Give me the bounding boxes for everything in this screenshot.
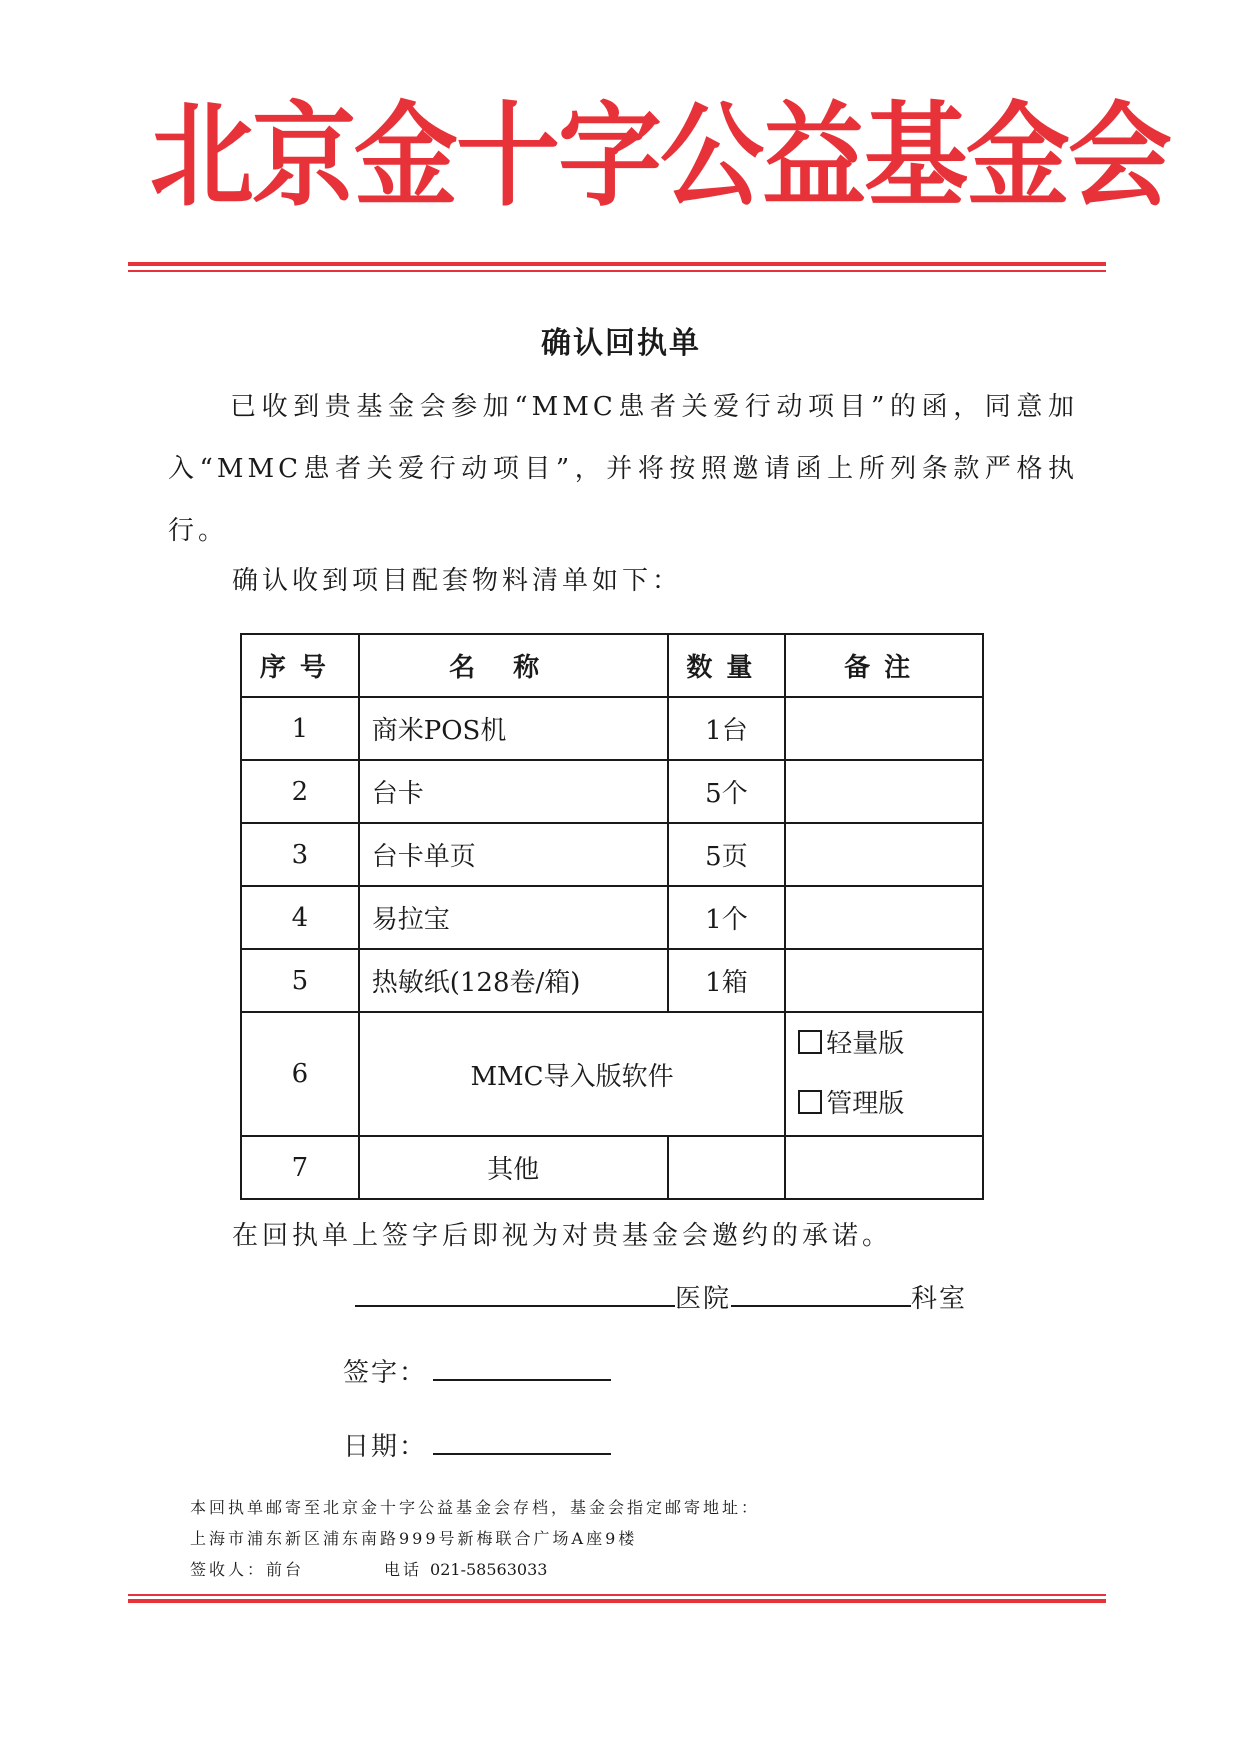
row-remarks	[785, 1136, 983, 1199]
recipient-label: 签收人：	[190, 1560, 267, 1579]
hospital-field[interactable]	[355, 1281, 675, 1307]
recipient-value: 前台	[266, 1560, 305, 1579]
date-field[interactable]	[433, 1429, 611, 1455]
software-options	[785, 1012, 983, 1136]
footer-line-1: 本回执单邮寄至北京金十字公益基金会存档，基金会指定邮寄地址：	[190, 1498, 761, 1517]
row-quantity: 1箱	[668, 949, 786, 1012]
header-name: 名称	[359, 634, 668, 697]
admin-checkbox[interactable]	[798, 1090, 822, 1114]
row-name: 商米POS机	[359, 697, 668, 760]
department-field[interactable]	[731, 1281, 911, 1307]
row-index: 4	[241, 886, 359, 949]
intro-paragraph: 已收到贵基金会参加“MMC患者关爱行动项目”的函，同意加入“MMC患者关爱行动项目”，并将按照邀请函上所列条款严格执行。	[168, 392, 1078, 546]
option-admin[interactable]	[798, 1074, 970, 1134]
commitment-text: 在回执单上签字后即视为对贵基金会邀约的承诺。	[232, 1221, 893, 1251]
table-row-software	[241, 1012, 983, 1136]
row-index: 2	[241, 760, 359, 823]
materials-intro: 确认收到项目配套物料清单如下：	[232, 566, 683, 596]
signature-line	[343, 1352, 611, 1389]
row-name: 其他	[359, 1136, 668, 1199]
row-remarks	[785, 760, 983, 823]
row-remarks	[785, 949, 983, 1012]
page-title: 确认回执单	[541, 326, 701, 361]
hospital-department-line	[355, 1278, 967, 1315]
row-remarks	[785, 886, 983, 949]
row-name: MMC导入版软件	[359, 1012, 786, 1136]
hospital-label: 医院	[675, 1284, 732, 1314]
row-remarks	[785, 697, 983, 760]
row-index: 7	[241, 1136, 359, 1199]
header-divider-thick	[128, 262, 1106, 266]
date-label: 日期：	[343, 1432, 428, 1462]
header-remarks: 备注	[785, 634, 983, 697]
department-label: 科室	[911, 1284, 968, 1314]
footer-line-3	[190, 1557, 547, 1580]
admin-label: 管理版	[826, 1089, 905, 1119]
row-name: 热敏纸(128卷/箱)	[359, 949, 668, 1012]
footer-line-2: 上海市浦东新区浦东南路999号新梅联合广场A座9楼	[190, 1529, 638, 1548]
row-name: 易拉宝	[359, 886, 668, 949]
header-quantity: 数量	[668, 634, 786, 697]
footer-divider-thick	[128, 1599, 1106, 1603]
footer-divider-thin	[128, 1594, 1106, 1596]
row-index: 6	[241, 1012, 359, 1136]
row-remarks	[785, 823, 983, 886]
row-name: 台卡	[359, 760, 668, 823]
row-index: 1	[241, 697, 359, 760]
phone-label: 电话	[384, 1560, 423, 1579]
signature-label: 签字：	[343, 1358, 428, 1388]
row-quantity: 5页	[668, 823, 786, 886]
table-row	[241, 886, 983, 949]
row-quantity: 5个	[668, 760, 786, 823]
row-name: 台卡单页	[359, 823, 668, 886]
letterhead-org-name: 北京金十字公益基金会	[150, 90, 1171, 223]
row-quantity	[668, 1136, 786, 1199]
date-line	[343, 1426, 611, 1463]
table-row	[241, 1136, 983, 1199]
table-row	[241, 823, 983, 886]
row-index: 3	[241, 823, 359, 886]
option-lite[interactable]	[798, 1014, 970, 1074]
header-index: 序号	[241, 634, 359, 697]
lite-checkbox[interactable]	[798, 1030, 822, 1054]
table-header-row	[241, 634, 983, 697]
materials-table	[240, 633, 984, 1200]
signature-field[interactable]	[433, 1355, 611, 1381]
lite-label: 轻量版	[826, 1029, 905, 1059]
row-index: 5	[241, 949, 359, 1012]
row-quantity: 1台	[668, 697, 786, 760]
table-row	[241, 760, 983, 823]
phone-value: 021-58563033	[430, 1560, 548, 1579]
row-quantity: 1个	[668, 886, 786, 949]
table-row	[241, 949, 983, 1012]
table-row	[241, 697, 983, 760]
header-divider-thin	[128, 270, 1106, 272]
